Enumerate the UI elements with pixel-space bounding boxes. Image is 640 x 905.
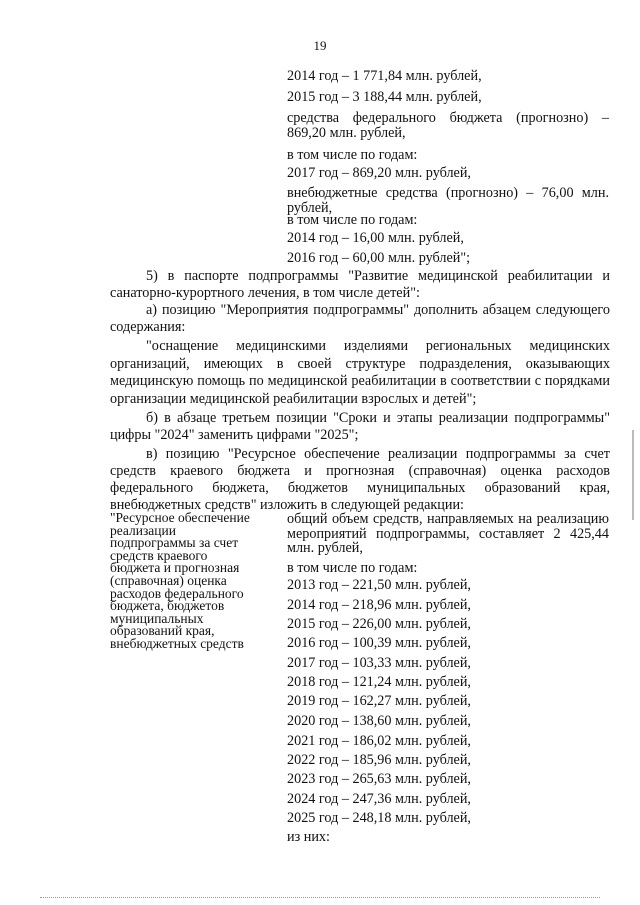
incl-years-label-3: в том числе по годам:	[287, 560, 418, 576]
left-col-line: (справочная) оценка	[110, 572, 227, 588]
funding-year-line: 2016 год – 100,39 млн. рублей,	[287, 635, 471, 651]
left-col-line: "Ресурсное обеспечение	[110, 510, 250, 525]
incl-years-label-1: в том числе по годам:	[287, 147, 418, 163]
left-col-line: внебюджетных средств	[110, 635, 244, 651]
year-2016-extra-line: 2016 год – 60,00 млн. рублей";	[287, 250, 471, 266]
funding-year-line: 2013 год – 221,50 млн. рублей,	[287, 577, 471, 593]
funding-year-line: 2019 год – 162,27 млн. рублей,	[287, 693, 471, 709]
scan-bottom-artifact	[40, 897, 600, 899]
incl-years-label-2: в том числе по годам:	[287, 212, 418, 228]
item-5-paragraph: 5) в паспорте подпрограммы "Развитие медицинской реабилитации и санаторно-курортного лечения, в том числе детей":	[110, 268, 610, 301]
year-2014-extra-line: 2014 год – 16,00 млн. рублей,	[287, 230, 464, 246]
federal-funds-line: средства федерального бюджета (прогнозно) – 869,20 млн. рублей,	[287, 110, 609, 141]
left-col-line: подпрограммы за счет	[110, 535, 239, 551]
funding-year-line: 2022 год – 185,96 млн. рублей,	[287, 752, 471, 768]
funding-year-line: 2024 год – 247,36 млн. рублей,	[287, 791, 471, 807]
funding-year-line: 2023 год – 265,63 млн. рублей,	[287, 771, 471, 787]
resource-label-column	[110, 512, 264, 651]
year-2017-line: 2017 год – 869,20 млн. рублей,	[287, 165, 471, 181]
scan-edge-shadow	[632, 430, 634, 520]
item-5v-paragraph: в) позицию "Ресурсное обеспечение реализации подпрограммы за счет средств краевого бюджета и прогнозная (справочная) оценка расходов федерального бюджета, бюджетов муниципальных образований края, внебюджетных средств" изложить в следующей редакции:	[110, 446, 610, 513]
left-col-line: бюджета и прогнозная	[110, 560, 240, 576]
funding-year-line: 2017 год – 103,33 млн. рублей,	[287, 655, 471, 671]
left-col-line: реализации	[110, 522, 176, 538]
funding-year-line: 2020 год – 138,60 млн. рублей,	[287, 713, 471, 729]
funding-year-line: 2025 год – 248,18 млн. рублей,	[287, 810, 471, 826]
year-2014-line: 2014 год – 1 771,84 млн. рублей,	[287, 68, 482, 84]
left-col-line: образований края,	[110, 623, 215, 639]
item-5b-paragraph: б) в абзаце третьем позиции "Сроки и этапы реализации подпрограммы" цифры "2024" заменить цифрами "2025";	[110, 410, 610, 443]
of-them-label: из них:	[287, 829, 330, 845]
funding-year-line: 2018 год – 121,24 млн. рублей,	[287, 674, 471, 690]
left-col-line: муниципальных	[110, 610, 204, 626]
left-col-line: бюджета, бюджетов	[110, 598, 225, 614]
funding-year-line: 2014 год – 218,96 млн. рублей,	[287, 597, 471, 613]
quoted-paragraph: "оснащение медицинскими изделиями региональных медицинских организаций, имеющих в своей структуре подразделения, оказывающих медицинскую помощь по медицинской реабилитации в соответствии с порядками организации медицинской реабилитации взрослых и детей";	[110, 338, 610, 407]
extrabudget-line: внебюджетные средства (прогнозно) – 76,00 млн. рублей,	[287, 185, 609, 216]
left-col-line: средств краевого	[110, 547, 208, 563]
funding-year-line: 2015 год – 226,00 млн. рублей,	[287, 616, 471, 632]
page-number: 19	[313, 38, 327, 53]
funding-year-line: 2021 год – 186,02 млн. рублей,	[287, 733, 471, 749]
left-col-line: расходов федерального	[110, 585, 244, 601]
year-2015-line: 2015 год – 3 188,44 млн. рублей,	[287, 89, 482, 105]
item-5a-paragraph: а) позицию "Мероприятия подпрограммы" дополнить абзацем следующего содержания:	[110, 302, 610, 335]
total-volume-text: общий объем средств, направляемых на реализацию мероприятий подпрограммы, составляет 2 425,44 млн. рублей,	[287, 511, 609, 556]
